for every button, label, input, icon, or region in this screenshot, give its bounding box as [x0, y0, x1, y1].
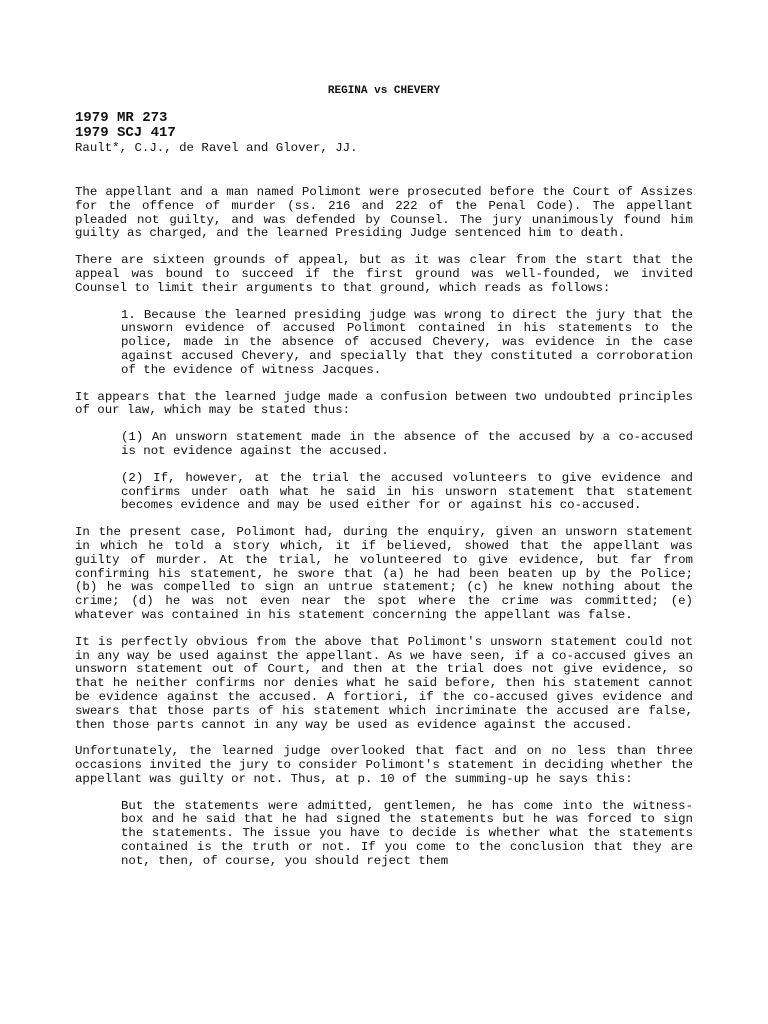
citation-scj: 1979 SCJ 417 — [75, 125, 176, 141]
paragraph-principles: It appears that the learned judge made a confusion between two undoubted principles of our law, which may be stated thus: — [75, 389, 693, 418]
paragraph-analysis: It is perfectly obvious from the above that Polimont's unsworn statement could not in any way be used against the appellant. As we have seen, if a co-accused gives an unsworn statement out of Court, and then at the trial does not give evidence, so that he neither confirms nor denies what he said before, then his statement cannot be evidence against the accused. A fortiori, if the co-accused gives evidence and swears that those parts of his statement which incriminate the accused are false, then those parts cannot in any way be used as evidence against the accused. — [75, 634, 693, 732]
principle-1: (1) An unsworn statement made in the absence of the accused by a co-accused is not evidence against the accused. — [121, 430, 693, 458]
paragraph-facts: The appellant and a man named Polimont were prosecuted before the Court of Assizes for the offence of murder (ss. 216 and 222 of the Penal Code). The appellant pleaded not guilty, and was defended by Counsel. The jury unanimously found him guilty as charged, and the learned Presiding Judge sentenced him to death. — [75, 185, 693, 241]
citation-mr: 1979 MR 273 — [75, 110, 168, 126]
summing-up-quote: But the statements were admitted, gentlemen, he has come into the witness-box and he said that he had signed the statements but he was forced to sign the statements. The issue you have to decide is whether what the statements contained is the truth or not. If you come to the conclusion that they are not, then, of course, you should reject them — [121, 798, 693, 868]
case-title: REGINA vs CHEVERY — [327, 85, 441, 97]
paragraph-grounds: There are sixteen grounds of appeal, but as it was clear from the start that the appeal was bound to succeed if the first ground was well-founded, we invited Counsel to limit their arguments to that ground, which reads as follows: — [75, 253, 693, 295]
ground-of-appeal-1: 1. Because the learned presiding judge was wrong to direct the jury that the unsworn evidence of accused Polimont contained in his statements to the police, made in the absence of accused Chevery, was evidence in the case against accused Chevery, and specially that they constituted a corroboration of the evidence of witness Jacques. — [121, 307, 693, 377]
paragraph-present-case: In the present case, Polimont had, during the enquiry, given an unsworn statement in which he told a story which, it if believed, showed that the appellant was guilty of murder. At the trial, he volunteered to give evidence, but far from confirming his statement, he swore that (a) he had been beaten up by the Police; (b) he was compelled to sign an untrue statement; (c) he knew nothing about the crime; (d) he was not even near the spot where the crime was committed; (e) whatever was contained in his statement concerning the appellant was false. — [75, 525, 693, 622]
paragraph-summing-up: Unfortunately, the learned judge overlooked that fact and on no less than three occasions invited the jury to consider Polimont's statement in deciding whether the appellant was guilty or not. Thus, at p. 10 of the summing-up he says this: — [75, 744, 693, 786]
document-page — [75, 84, 693, 882]
principle-2: (2) If, however, at the trial the accused volunteers to give evidence and confirms under oath what he said in his unsworn statement that statement becomes evidence and may be used either for or against his co-accused. — [121, 470, 693, 513]
bench-judges: Rault*, C.J., de Ravel and Glover, JJ. — [75, 141, 358, 155]
